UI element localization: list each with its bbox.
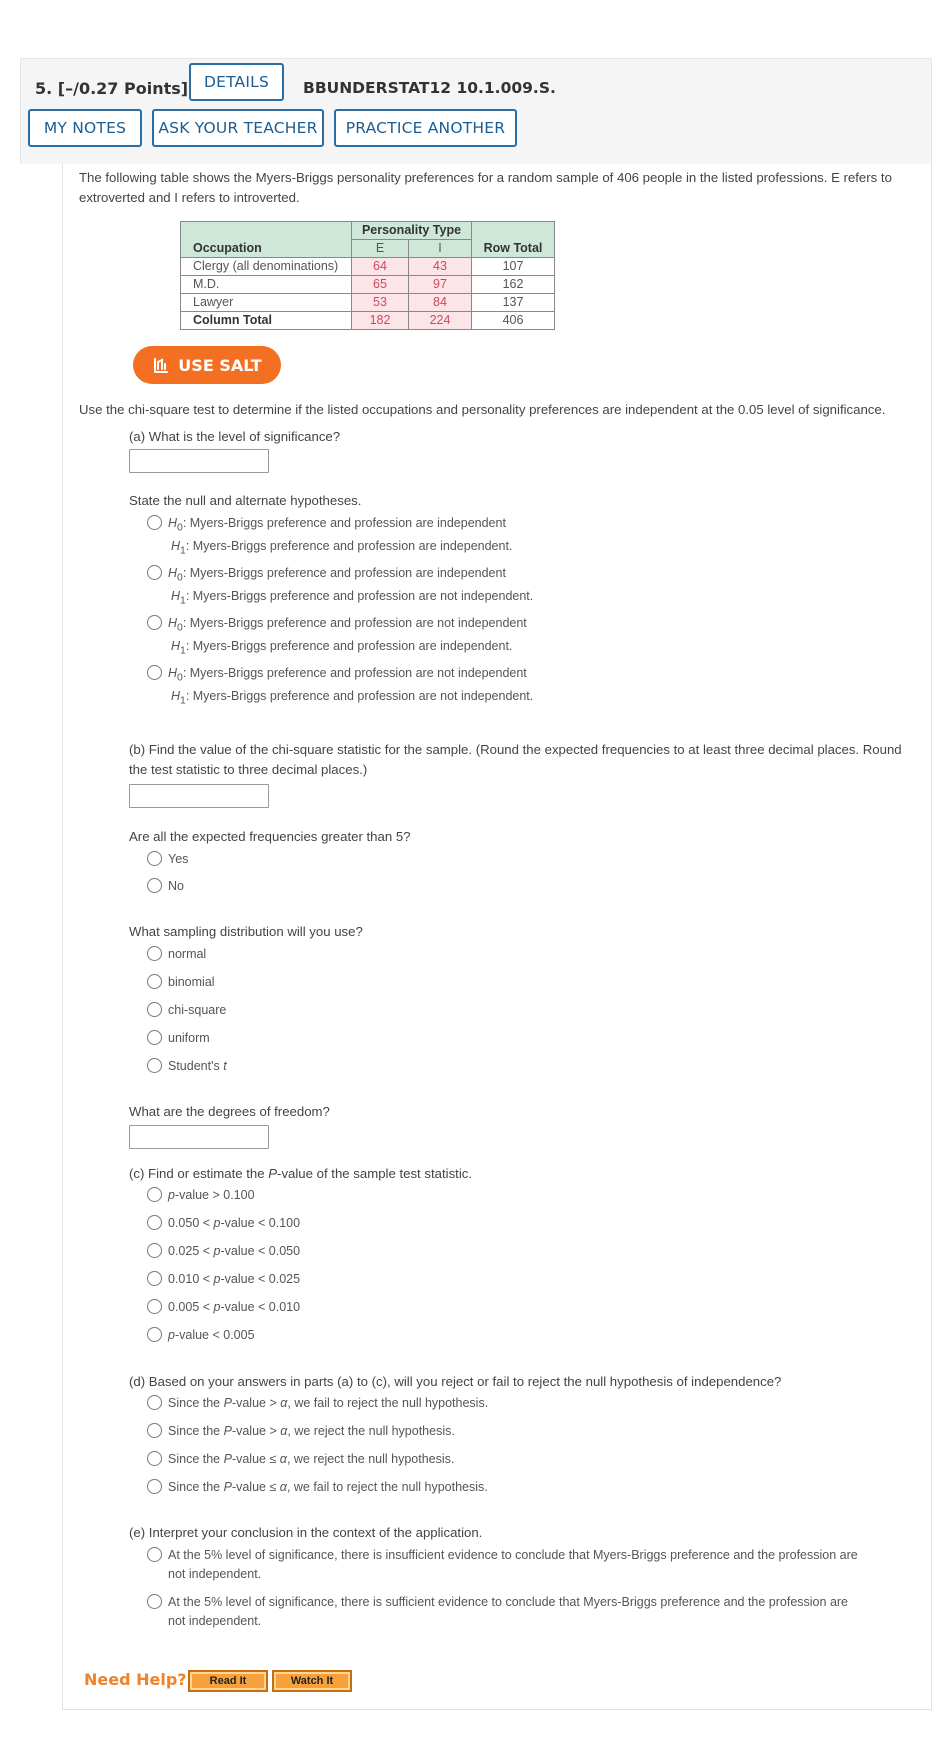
points-label: [–/0.27 Points] (57, 79, 189, 98)
radio-button[interactable] (147, 946, 162, 961)
radio-button[interactable] (147, 1395, 162, 1410)
option-label: normal (168, 947, 207, 961)
part-d-question: (d) Based on your answers in parts (a) to (c), will you reject or fail to reject the null hypothesis of independence? (129, 1374, 782, 1389)
row-total-header: Row Total (472, 240, 555, 258)
radio-button[interactable] (147, 1299, 162, 1314)
option-label: Yes (168, 852, 189, 866)
option-label: Since the P-value > α, we fail to reject the null hypothesis. (168, 1396, 489, 1410)
option-label: No (168, 879, 184, 893)
option-label: At the 5% level of significance, there is sufficient evidence to conclude that Myers-Briggs preference and the profession are not independent. (168, 1595, 849, 1628)
option-label: chi-square (168, 1003, 227, 1017)
chi-square-input[interactable] (129, 784, 269, 808)
col-i-header: I (409, 240, 472, 258)
option-label: binomial (168, 975, 215, 989)
radio-button[interactable] (147, 1058, 162, 1073)
need-help-label: Need Help? (84, 1670, 187, 1689)
row-total-cell: 137 (472, 294, 555, 312)
radio-button[interactable] (147, 1002, 162, 1017)
h0-text: $H_0$: Myers-Briggs preference and profession are independent (168, 566, 506, 584)
option-label: Since the P-value > α, we reject the null hypothesis. (168, 1424, 455, 1438)
data-table (180, 221, 555, 330)
table-row (181, 276, 555, 294)
question-points (35, 79, 188, 98)
i-cell: 97 (409, 276, 472, 294)
h1-text: $H_1$: Myers-Briggs preference and profession are not independent. (171, 589, 534, 607)
watch-it-button[interactable]: Watch It (272, 1670, 352, 1692)
expected-frequencies-question: Are all the expected frequencies greater than 5? (129, 829, 411, 844)
radio-button[interactable] (147, 1451, 162, 1466)
option-label: p-value > 0.100 (168, 1188, 255, 1202)
e-cell: 53 (352, 294, 409, 312)
h0-text: $H_0$: Myers-Briggs preference and profession are independent (168, 516, 506, 534)
use-salt-button[interactable] (133, 346, 281, 384)
option-label: At the 5% level of significance, there is insufficient evidence to conclude that Myers-Briggs preference and the profession are not independent. (168, 1548, 858, 1581)
occupation-cell: Lawyer (181, 294, 352, 312)
personality-type-header: Personality Type (352, 222, 472, 240)
h1-text: $H_1$: Myers-Briggs preference and profession are independent. (171, 539, 513, 557)
radio-button[interactable] (147, 565, 162, 580)
intro-text: The following table shows the Myers-Briggs personality preferences for a random sample of 406 people in the listed professions. E refers to extroverted and I refers to introverted. (79, 170, 892, 205)
part-e-question: (e) Interpret your conclusion in the context of the application. (129, 1525, 483, 1540)
occupation-header: Occupation (181, 240, 352, 258)
option-label: 0.005 < p-value < 0.010 (168, 1300, 301, 1314)
table-corner-right (472, 222, 555, 240)
radio-button[interactable] (147, 1327, 162, 1342)
radio-button[interactable] (147, 1594, 162, 1609)
degrees-of-freedom-input[interactable] (129, 1125, 269, 1149)
significance-input[interactable] (129, 449, 269, 473)
part-c-question: (c) Find or estimate the P-value of the sample test statistic. (129, 1166, 473, 1181)
row-total-cell: 107 (472, 258, 555, 276)
radio-button[interactable] (147, 615, 162, 630)
h0-text: $H_0$: Myers-Briggs preference and profession are not independent (168, 666, 527, 684)
ask-your-teacher-button[interactable]: ASK YOUR TEACHER (152, 109, 324, 147)
radio-button[interactable] (147, 974, 162, 989)
e-total-cell: 182 (352, 312, 409, 330)
col-e-header: E (352, 240, 409, 258)
radio-button[interactable] (147, 1479, 162, 1494)
radio-button[interactable] (147, 1187, 162, 1202)
option-label: Since the P-value ≤ α, we fail to reject the null hypothesis. (168, 1480, 488, 1494)
table-row (181, 258, 555, 276)
option-label: Since the P-value ≤ α, we reject the null hypothesis. (168, 1452, 455, 1466)
radio-button[interactable] (147, 1547, 162, 1562)
instruction-text: Use the chi-square test to determine if the listed occupations and personality preferences are independent at the 0.05 level of significance. (79, 402, 886, 417)
part-b-question: (b) Find the value of the chi-square statistic for the sample. (Round the expected frequencies to at least three decimal places. Round the test statistic to three decimal places.) (129, 742, 902, 777)
question-body (62, 164, 932, 1710)
degrees-of-freedom-question: What are the degrees of freedom? (129, 1104, 330, 1119)
row-total-cell: 162 (472, 276, 555, 294)
h0-text: $H_0$: Myers-Briggs preference and profession are not independent (168, 616, 527, 634)
e-cell: 64 (352, 258, 409, 276)
option-label: 0.050 < p-value < 0.100 (168, 1216, 301, 1230)
e-cell: 65 (352, 276, 409, 294)
option-label: p-value < 0.005 (168, 1328, 255, 1342)
option-label: 0.025 < p-value < 0.050 (168, 1244, 301, 1258)
my-notes-button[interactable]: MY NOTES (28, 109, 142, 147)
radio-button[interactable] (147, 1030, 162, 1045)
h1-text: $H_1$: Myers-Briggs preference and profession are independent. (171, 639, 513, 657)
question-header (20, 58, 932, 164)
option-label: uniform (168, 1031, 210, 1045)
radio-button[interactable] (147, 1423, 162, 1438)
sampling-distribution-question: What sampling distribution will you use? (129, 924, 363, 939)
h1-text: $H_1$: Myers-Briggs preference and profession are not independent. (171, 689, 534, 707)
radio-button[interactable] (147, 1243, 162, 1258)
i-total-cell: 224 (409, 312, 472, 330)
table-row (181, 294, 555, 312)
radio-button[interactable] (147, 851, 162, 866)
salt-icon (152, 356, 170, 374)
column-total-label: Column Total (181, 312, 352, 330)
practice-another-button[interactable]: PRACTICE ANOTHER (334, 109, 517, 147)
i-cell: 84 (409, 294, 472, 312)
radio-button[interactable] (147, 515, 162, 530)
use-salt-label: USE SALT (178, 355, 262, 375)
i-cell: 43 (409, 258, 472, 276)
radio-button[interactable] (147, 1271, 162, 1286)
grand-total-cell: 406 (472, 312, 555, 330)
radio-button[interactable] (147, 878, 162, 893)
radio-button[interactable] (147, 1215, 162, 1230)
details-button[interactable]: DETAILS (189, 63, 284, 101)
option-label: 0.010 < p-value < 0.025 (168, 1272, 301, 1286)
occupation-cell: M.D. (181, 276, 352, 294)
option-label: Student's t (168, 1059, 227, 1073)
table-corner (181, 222, 352, 240)
table-row (181, 312, 555, 330)
read-it-button[interactable]: Read It (188, 1670, 268, 1692)
radio-button[interactable] (147, 665, 162, 680)
occupation-cell: Clergy (all denominations) (181, 258, 352, 276)
hypotheses-prompt: State the null and alternate hypotheses. (129, 493, 362, 508)
question-id: BBUNDERSTAT12 10.1.009.S. (303, 79, 556, 97)
question-number: 5. (35, 79, 53, 98)
part-a-question: (a) What is the level of significance? (129, 429, 341, 444)
